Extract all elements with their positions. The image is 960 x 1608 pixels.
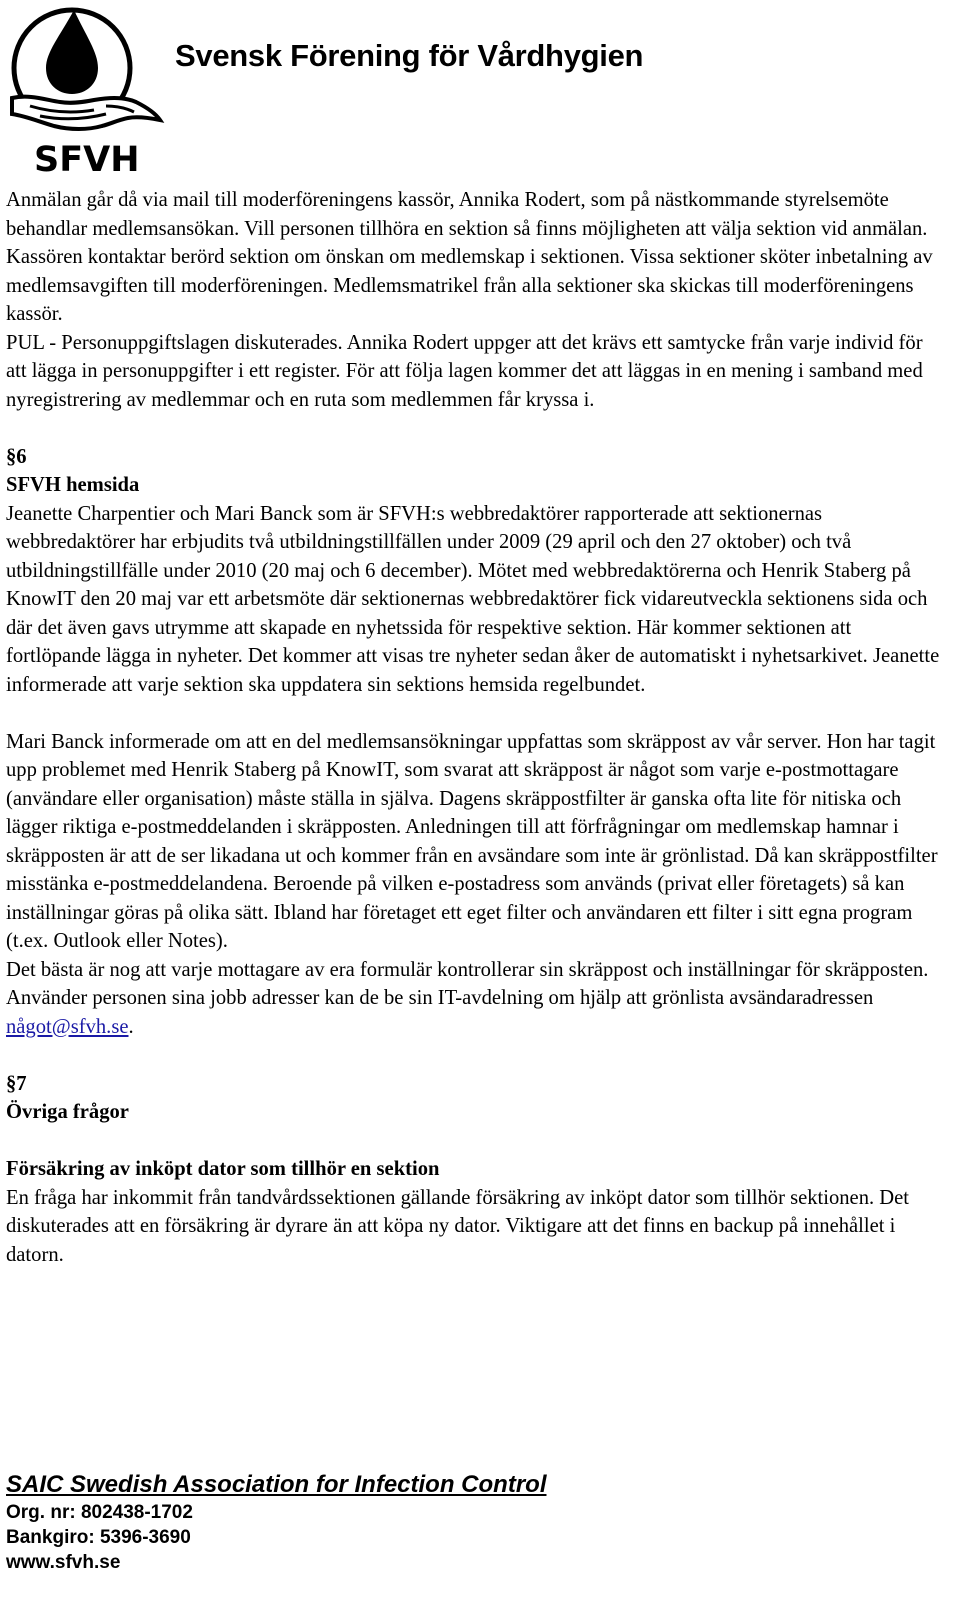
footer-title: SAIC Swedish Association for Infection Control	[6, 1471, 547, 1498]
paragraph-spam: Mari Banck informerade om att en del medlemsansökningar uppfattas som skräppost av vår server. Hon har tagit upp problemet med Henrik Staberg på KnowIT, som svarat att skräppost är något som varje e-postmottagare (användare eller organisation) måste ställa in själva. Dagens skräppostfilter är ganska ofta lite för nitiska och lägger riktiga e-postmeddelanden i skräpposten. Anledningen till att förfrågningar om medlemskap hamnar i skräpposten är att de ser likadana ut och kommer från en avsändare som inte är grönlistad. Då kan skräppostfilter misstänka e-postmeddelandena. Beroende på vilken e-postadress som används (privat eller företagets) så kan inställningar göras på olika sätt. Ibland har företaget ett eget filter och användaren ett filter i sitt egna program (t.ex. Outlook eller Notes).	[6, 730, 938, 952]
footer-website[interactable]: www.sfvh.se	[6, 1552, 121, 1573]
section-6-number: §6	[6, 445, 27, 468]
document-body	[6, 186, 941, 1269]
whitelist-text: Det bästa är nog att varje mottagare av era formulär kontrollerar sin skräppost och inställningar för skräpposten. Använder personen sina jobb adresser kan de be sin IT-avdelning om hjälp att grönlista avsändaradressen	[6, 958, 929, 1009]
water-drop-hand-icon	[10, 2, 170, 150]
footer	[6, 1470, 941, 1575]
paragraph-insurance: En fråga har inkommit från tandvårdssektionen gällande försäkring av inköpt dator som tillhör sektionen. Det diskuterades att en försäkring är dyrare än att köpa ny dator. Viktigare att det finns en backup på innehållet i datorn.	[6, 1186, 910, 1266]
section-6-title: SFVH hemsida	[6, 474, 140, 496]
logo-abbreviation: SFVH	[34, 140, 140, 180]
paragraph-pul: PUL - Personuppgiftslagen diskuterades. Annika Rodert uppger att det krävs ett samtycke från varje individ för att lägga in personuppgifter i ett register. För att följa lagen kommer det att läggas in en mening i samband med nyregistrering av medlemmar och en ruta som medlemmen får kryssa i.	[6, 331, 923, 411]
paragraph-membership: Anmälan går då via mail till moderföreningens kassör, Annika Rodert, som på nästkommande styrelsemöte behandlar medlemsansökan. Vill personen tillhöra en sektion så finns möjligheten att välja sektion vid anmälan. Kassören kontaktar berörd sektion om önskan om medlemskap i sektionen. Vissa sektioner sköter inbetalning av medlemsavgiften till moderföreningen. Medlemsmatrikel från alla sektioner ska skickas till moderföreningens kassör.	[6, 189, 933, 325]
email-link[interactable]: något@sfvh.se	[6, 1015, 129, 1038]
organization-name: Svensk Förening för Vårdhygien	[175, 38, 644, 73]
section-7-subtitle: Försäkring av inköpt dator som tillhör en sektion	[6, 1158, 440, 1180]
whitelist-text-end: .	[128, 1015, 134, 1038]
footer-org-number: Org. nr: 802438-1702	[6, 1502, 193, 1523]
paragraph-whitelist	[6, 956, 941, 1042]
footer-bankgiro: Bankgiro: 5396-3690	[6, 1527, 191, 1548]
paragraph-web-editors: Jeanette Charpentier och Mari Banck som är SFVH:s webbredaktörer rapporterade att sektionernas webbredaktörer har erbjudits två utbildningstillfällen under 2009 (29 april och den 27 oktober) och två utbildningstillfälle under 2010 (20 maj och 6 december). Mötet med webbredaktörerna och Henrik Staberg på KnowIT den 20 maj var ett arbetsmöte där sektionernas webbredaktörer fick vidareutveckla sektionens sida och där det även gavs utrymme att skapade en nyhetssida för respektive sektion. Här kommer sektionen att fortlöpande lägga in nyheter. Det kommer att visas tre nyheter sedan åker de automatiskt i nyhetsarkivet. Jeanette informerade att varje sektion ska uppdatera sin sektions hemsida regelbundet.	[6, 502, 940, 696]
section-7-title: Övriga frågor	[6, 1101, 129, 1123]
letterhead	[0, 0, 960, 185]
section-7-number: §7	[6, 1072, 27, 1095]
